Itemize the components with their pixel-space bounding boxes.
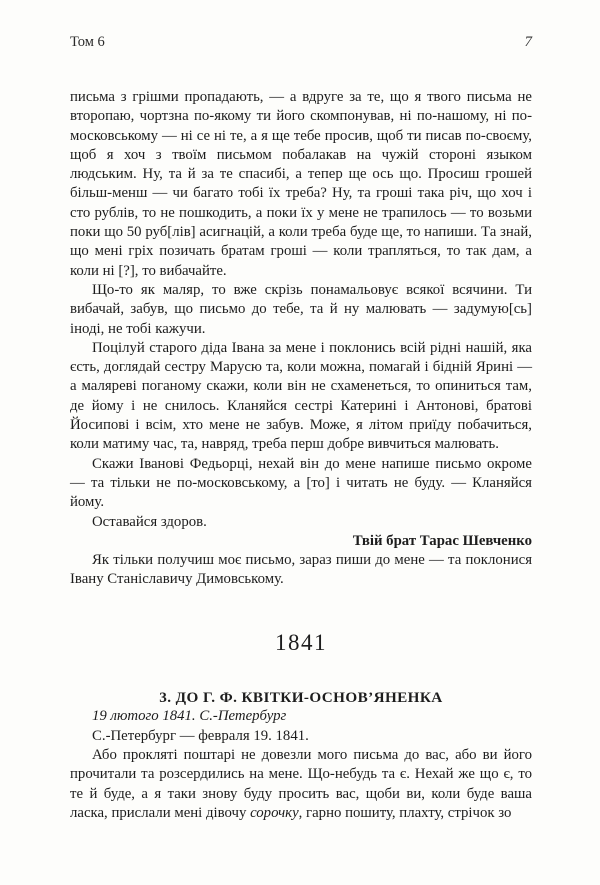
paragraph-letter-continuation: письма з грішми пропадають, — а вдруге за те, що я твого письма не второпаю, чортзна по-якому ти його скомпонував, ні по-нашому, ні по-московському — ні се ні те, а я ще тебе просив, щоб ти писав по-своєму, щоб я хоч з твоїм письмом побалакав на чужій стороні языком людським. Ну, та й за те спасибі, а тепер ще ось що. Просиш грошей більш-менш — чи багато тобі їх треба? Ну, та гроші така річ, що хоч і сто рублів, то не пошкодить, а поки їх у мене не трапилось — то возьми поки що 50 руб[лів] асигнацій, а коли треба буде ще, то напиши. Та знай, що мені гріх позичать братам гроші — коли трапляться, то так дам, а коли ні [?], то вибачайте. bbox=[70, 89, 532, 279]
page-header bbox=[70, 34, 532, 51]
page-body bbox=[70, 88, 532, 823]
paragraph-closing: Оставайся здоров. bbox=[92, 513, 207, 530]
paragraph-text: Або прокляті поштарі не довезли мого письма до вас, або ви його прочитали та розсердились на мене. Що-небудь та є. Нехай же що є, то те й буде, а я таки знову буду просить вас, щоби ви, коли буде ваша ласка, прислали мені дівочу bbox=[70, 746, 532, 821]
year-heading: 1841 bbox=[275, 629, 327, 655]
paragraph: Поцілуй старого діда Івана за мене і поклонись всій рідні нашій, яка єсть, доглядай сестру Марусю та, коли можна, помагай і бідній Ярині — а маляреві поганому скажи, коли він не схаменеться, то опиниться там, де йому і не снилось. Кланяйся сестрі Катерині і Антонові, братові Йосипові і всім, хто мене не забув. Може, я літом приїду побачиться, коли матиму час, та, навряд, треба перш добре вивчиться малювать. bbox=[70, 339, 532, 453]
paragraph: Що-то як маляр, то вже скрізь понамальовує всякої всячини. Ти вибачай, забув, що письмо до тебе, та й ну малювать — задумую[сь] іноді, не тобі кажучи. bbox=[70, 281, 532, 337]
paragraph-letter-start bbox=[70, 746, 532, 823]
page-number: 7 bbox=[524, 34, 532, 50]
signature-line: Твій брат Тарас Шевченко bbox=[352, 532, 532, 549]
paragraph-text: , гарно пошиту, плахту, стрічок зо bbox=[298, 804, 512, 821]
paragraph: Скажи Іванові Федьорці, нехай він до мене напише письмо окроме — та тільки не по-московському, а [то] і читать не буду. — Кланяйся йому. bbox=[70, 455, 532, 511]
dateline-editorial: 19 лютого 1841. С.-Петербург bbox=[92, 708, 287, 725]
postscript-paragraph: Як тільки получиш моє письмо, зараз пиши до мене — та поклонися Івану Станіславичу Димовському. bbox=[70, 552, 532, 588]
volume-label: Том 6 bbox=[70, 34, 105, 50]
emphasized-word: сорочку bbox=[250, 804, 299, 821]
dateline-original: С.-Петербург — февраля 19. 1841. bbox=[92, 727, 309, 744]
letter-title: 3. ДО Г. Ф. КВІТКИ-ОСНОВ’ЯНЕНКА bbox=[159, 689, 443, 707]
